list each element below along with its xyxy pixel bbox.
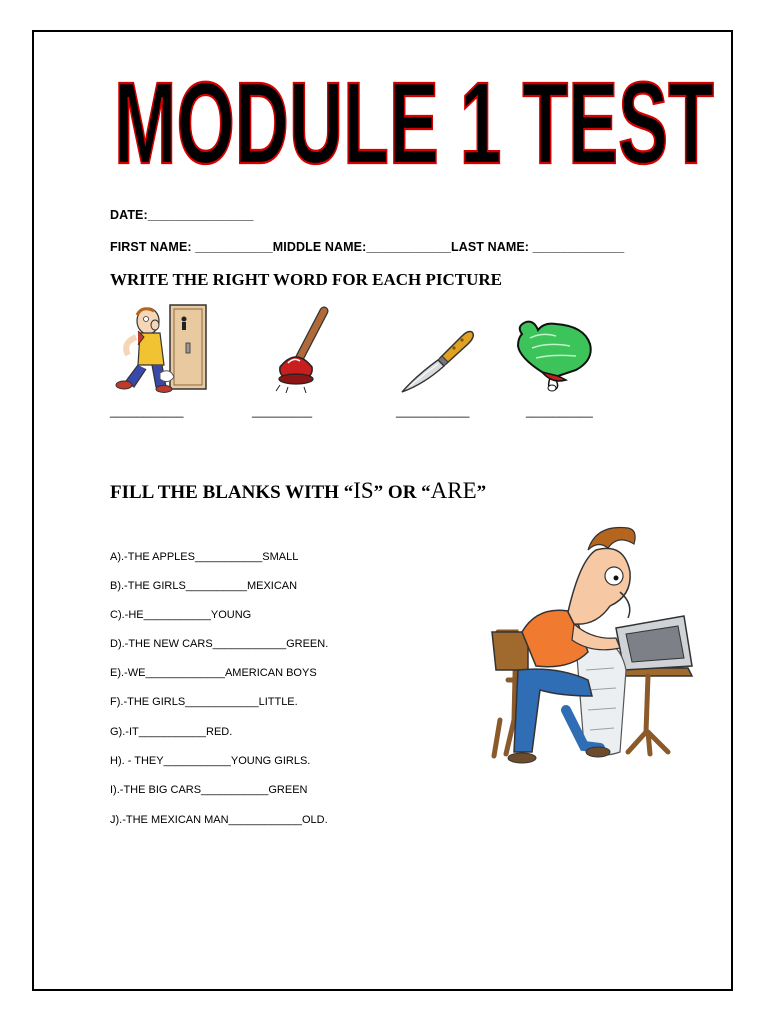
exercise-item-i: I).-THE BIG CARS___________GREEN <box>110 784 308 796</box>
heading-word-are: ARE <box>430 478 477 503</box>
exercise-item-a: A).-THE APPLES___________SMALL <box>110 551 299 563</box>
exercise-item-c: C).-HE___________YOUNG <box>110 609 252 621</box>
answer-blank-1[interactable]: ___________ <box>110 404 184 418</box>
knife-image <box>398 326 476 394</box>
man-at-computer-image <box>488 520 710 768</box>
exercise-item-h: H). - THEY___________YOUNG GIRLS. <box>110 755 311 767</box>
heading-text-3: ” <box>476 482 487 503</box>
oven-mitt-image <box>512 318 594 392</box>
exercise-item-e: E).-WE_____________AMERICAN BOYS <box>110 667 317 679</box>
exercise-item-b: B).-THE GIRLS__________MEXICAN <box>110 580 298 592</box>
exercise-item-d: D).-THE NEW CARS____________GREEN. <box>110 638 329 650</box>
page-title-text: MODULE 1 TEST <box>114 68 715 189</box>
section-heading-pictures: WRITE THE RIGHT WORD FOR EACH PICTURE <box>110 270 503 289</box>
page-title <box>108 68 720 198</box>
heading-word-is: IS <box>353 478 374 503</box>
plunger-image <box>266 305 338 393</box>
date-field: DATE:_______________ <box>110 208 254 222</box>
exercise-item-f: F).-THE GIRLS____________LITTLE. <box>110 696 298 708</box>
section-heading-fill-blanks <box>110 478 486 504</box>
heading-text-2: ” OR “ <box>373 482 431 503</box>
restroom-waiting-man-image <box>108 303 208 393</box>
answer-blank-4[interactable]: __________ <box>526 404 593 418</box>
exercise-item-g: G).-IT___________RED. <box>110 726 233 738</box>
answer-blank-2[interactable]: _________ <box>252 404 313 418</box>
heading-text-1: FILL THE BLANKS WITH “ <box>110 482 354 503</box>
name-fields: FIRST NAME: ___________MIDDLE NAME:____________LAST NAME: _____________ <box>110 240 625 254</box>
answer-blank-3[interactable]: ___________ <box>396 404 470 418</box>
exercise-item-j: J).-THE MEXICAN MAN____________OLD. <box>110 814 328 826</box>
